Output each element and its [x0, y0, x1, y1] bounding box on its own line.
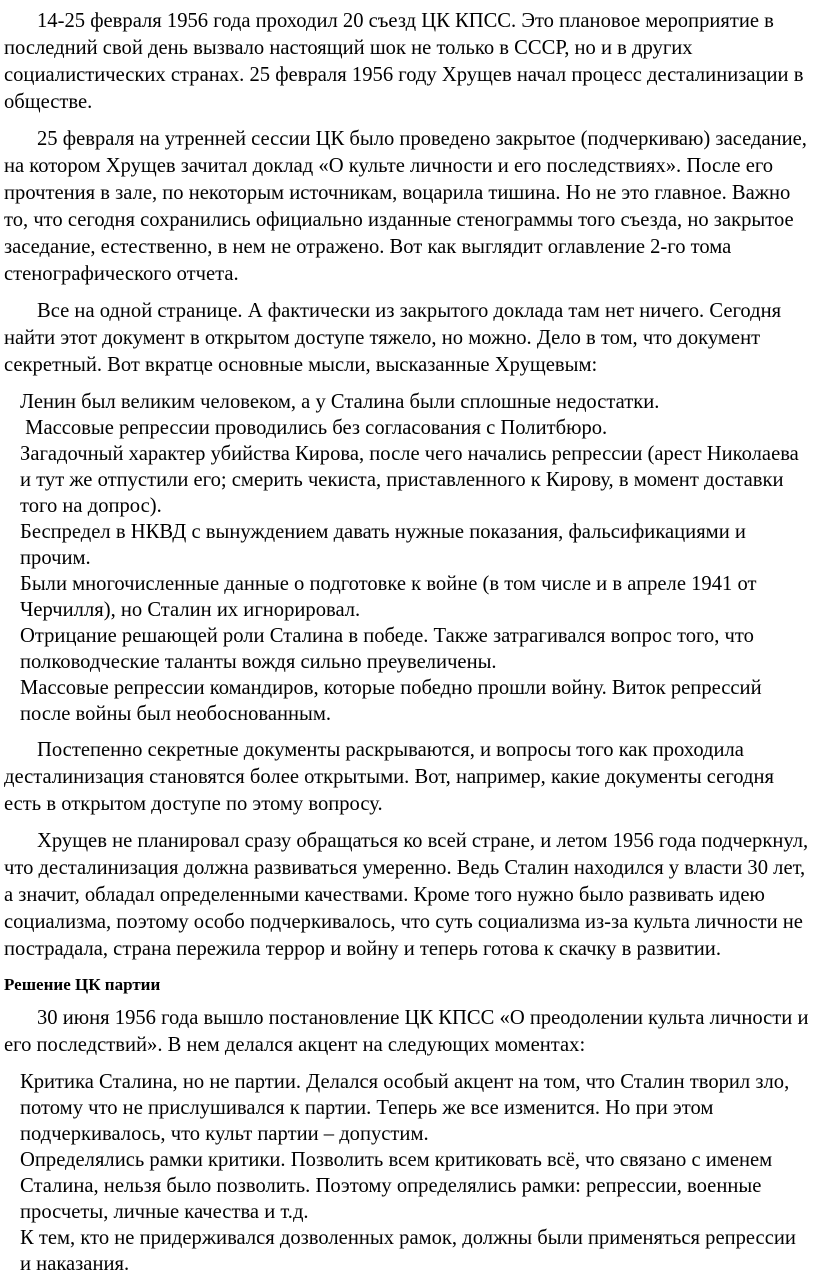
paragraph: Все на одной странице. А фактически из закрытого доклада там нет ничего. Сегодня найти этот документ в открытом доступе тяжело, но можно. Дело в том, что документ секретный. Вот вкратце основные мысли, высказанные Хрущевым:	[4, 300, 782, 376]
list-item: Беспредел в НКВД с вынуждением давать нужные показания, фальсификациями и прочим.	[20, 521, 746, 569]
resolution-points-list	[0, 1069, 816, 1277]
paragraph: 30 июня 1956 года вышло постановление ЦК КПСС «О преодолении культа личности и его последствий». В нем делался акцент на следующих моментах:	[4, 1007, 809, 1056]
list-item: Отрицание решающей роли Сталина в победе. Также затрагивался вопрос того, что полководческие таланты вождя сильно преувеличены.	[20, 625, 754, 673]
section-heading: Решение ЦК партии	[4, 975, 161, 994]
list-item: Массовые репрессии проводились без согласования с Политбюро.	[20, 417, 608, 439]
list-item: Массовые репрессии командиров, которые победно прошли войну. Виток репрессий после войны был необоснованным.	[20, 677, 762, 725]
paragraph: 14-25 февраля 1956 года проходил 20 съезд ЦК КПСС. Это плановое мероприятие в последний свой день вызвало настоящий шок не только в СССР, но и в других социалистических странах. 25 февраля 1956 году Хрущев начал процесс десталинизации в обществе.	[4, 10, 804, 113]
list-item: Были многочисленные данные о подготовке к войне (в том числе и в апреле 1941 от Черчилля), но Сталин их игнорировал.	[20, 573, 757, 621]
list-item: К тем, кто не придерживался дозволенных рамок, должны были применяться репрессии и наказания.	[20, 1227, 796, 1275]
khrushchev-points-list	[0, 389, 816, 727]
paragraph: Хрущев не планировал сразу обращаться ко всей стране, и летом 1956 года подчеркнул, что десталинизация должна развиваться умеренно. Ведь Сталин находился у власти 30 лет, а значит, обладал определенными качествами. Кроме того нужно было развивать идею социализма, поэтому особо подчеркивалось, что суть социализма из-за культа личности не пострадала, страна пережила террор и войну и теперь готова к скачку в развитии.	[4, 830, 809, 960]
list-item: Ленин был великим человеком, а у Сталина были сплошные недостатки.	[20, 391, 660, 413]
paragraph: 25 февраля на утренней сессии ЦК было проведено закрытое (подчеркиваю) заседание, на котором Хрущев зачитал доклад «О культе личности и его последствиях». После его прочтения в зале, по некоторым источникам, воцарила тишина. Но не это главное. Важно то, что сегодня сохранились официально изданные стенограммы того съезда, но закрытое заседание, естественно, в нем не отражено. Вот как выглядит оглавление 2-го тома стенографического отчета.	[4, 128, 807, 285]
list-item: Критика Сталина, но не партии. Делался особый акцент на том, что Сталин творил зло, потому что не прислушивался к партии. Теперь же все изменится. Но при этом подчеркивалось, что культ партии – допустим.	[20, 1071, 790, 1145]
list-item: Определялись рамки критики. Позволить всем критиковать всё, что связано с именем Сталина, нельзя было позволить. Поэтому определялись рамки: репрессии, военные просчеты, личные качества и т.д.	[20, 1149, 773, 1223]
list-item: Загадочный характер убийства Кирова, после чего начались репрессии (арест Николаева и тут же отпустили его; смерить чекиста, приставленного к Кирову, в момент доставки того на допрос).	[20, 443, 799, 517]
paragraph: Постепенно секретные документы раскрываются, и вопросы того как проходила десталинизация становятся более открытыми. Вот, например, какие документы сегодня есть в открытом доступе по этому вопросу.	[4, 739, 774, 815]
